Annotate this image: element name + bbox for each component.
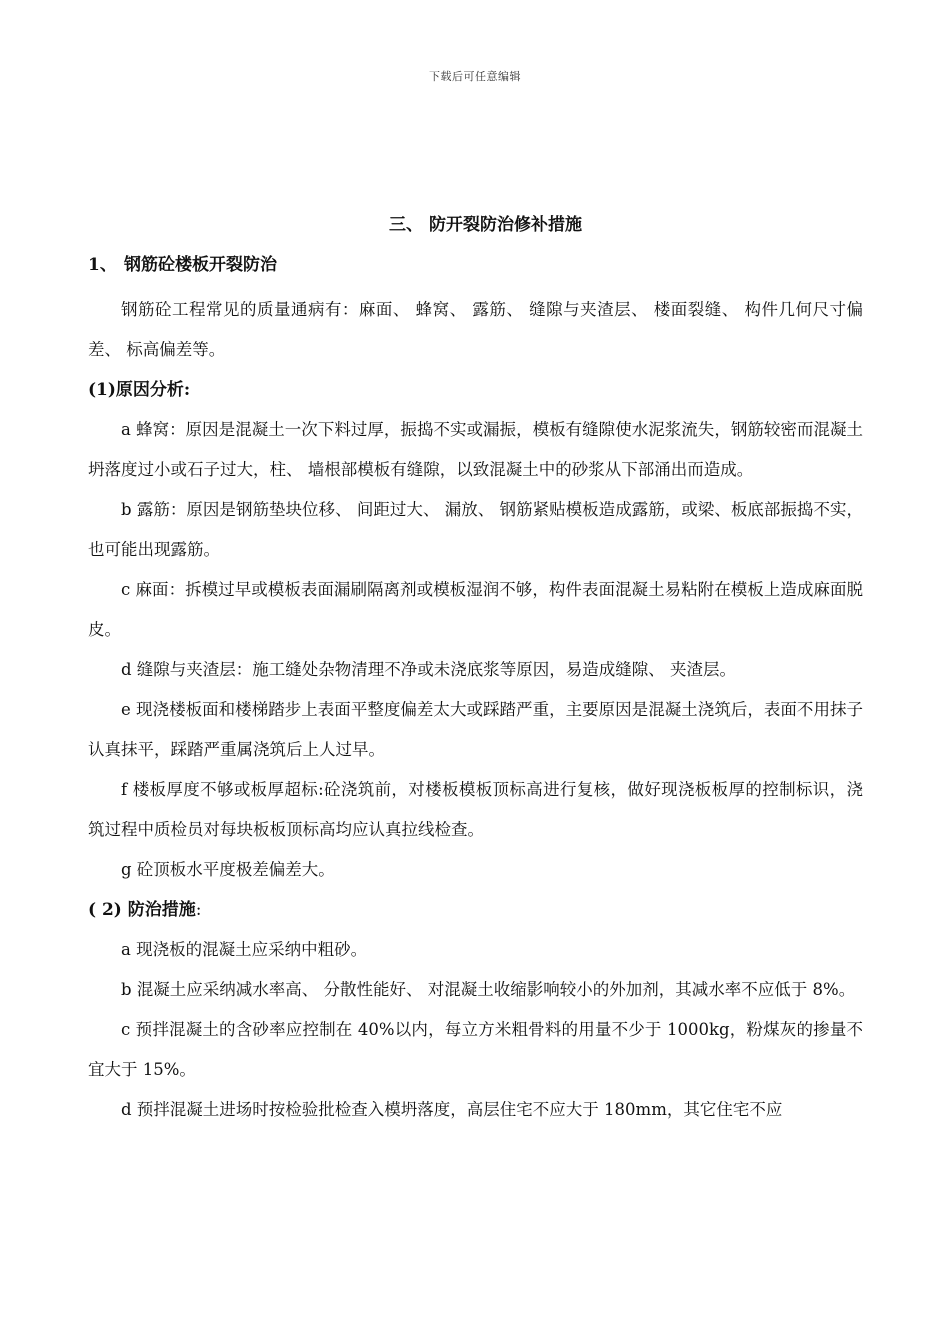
intro-paragraph: 钢筋砼工程常见的质量通病有：麻面、 蜂窝、 露筋、 缝隙与夹渣层、 楼面裂缝、 构件几何尺寸偏差、 标高偏差等。: [88, 300, 863, 359]
measure-item-b: b 混凝土应采纳减水率高、 分散性能好、 对混凝土收缩影响较小的外加剂，其减水率不应低于 8%。: [121, 980, 856, 999]
cause-item-d: d 缝隙与夹渣层：施工缝处杂物清理不净或未浇底浆等原因，易造成缝隙、 夹渣层。: [121, 660, 737, 679]
measure-item-c: c 预拌混凝土的含砂率应控制在 40%以内，每立方米粗骨料的用量不少于 1000kg，粉煤灰的掺量不宜大于 15%。: [88, 1020, 863, 1079]
measures-heading-text: ( 2) 防治措施: [88, 900, 196, 920]
causes-heading: (1)原因分析:: [88, 380, 191, 400]
cause-item-g: g 砼顶板水平度极差偏差大。: [121, 860, 335, 879]
cause-item-b: b 露筋：原因是钢筋垫块位移、 间距过大、 漏放、 钢筋紧贴模板造成露筋，或梁、板底部振捣不实，也可能出现露筋。: [88, 500, 863, 559]
section-title: 三、 防开裂防治修补措施: [389, 215, 582, 235]
header-note: 下载后可任意编辑: [429, 70, 521, 83]
cause-item-a: a 蜂窝：原因是混凝土一次下料过厚，振捣不实或漏振，模板有缝隙使水泥浆流失，钢筋较密而混凝土坍落度过小或石子过大，柱、 墙根部模板有缝隙，以致混凝土中的砂浆从下部涌出而造成。: [88, 420, 863, 479]
cause-item-c: c 麻面：拆模过早或模板表面漏刷隔离剂或模板湿润不够，构件表面混凝土易粘附在模板上造成麻面脱皮。: [88, 580, 863, 639]
cause-item-e: e 现浇楼板面和楼梯踏步上表面平整度偏差太大或踩踏严重，主要原因是混凝土浇筑后，表面不用抹子认真抹平，踩踏严重属浇筑后上人过早。: [88, 700, 863, 759]
measures-heading-colon: :: [195, 900, 202, 920]
subsection-title: 钢筋砼楼板开裂防治: [124, 255, 277, 275]
measure-item-d: d 预拌混凝土进场时按检验批检查入模坍落度，高层住宅不应大于 180mm，其它住宅不应: [121, 1100, 783, 1119]
subsection-number: 1、: [88, 255, 117, 275]
cause-item-f: f 楼板厚度不够或板厚超标:砼浇筑前，对楼板模板顶标高进行复核，做好现浇板板厚的控制标识，浇筑过程中质检员对每块板板顶标高均应认真拉线检查。: [88, 780, 863, 839]
measures-heading: [88, 890, 863, 930]
subsection-heading: [88, 250, 863, 280]
document-body: [88, 210, 863, 1130]
measure-item-a: a 现浇板的混凝土应采纳中粗砂。: [121, 940, 368, 959]
